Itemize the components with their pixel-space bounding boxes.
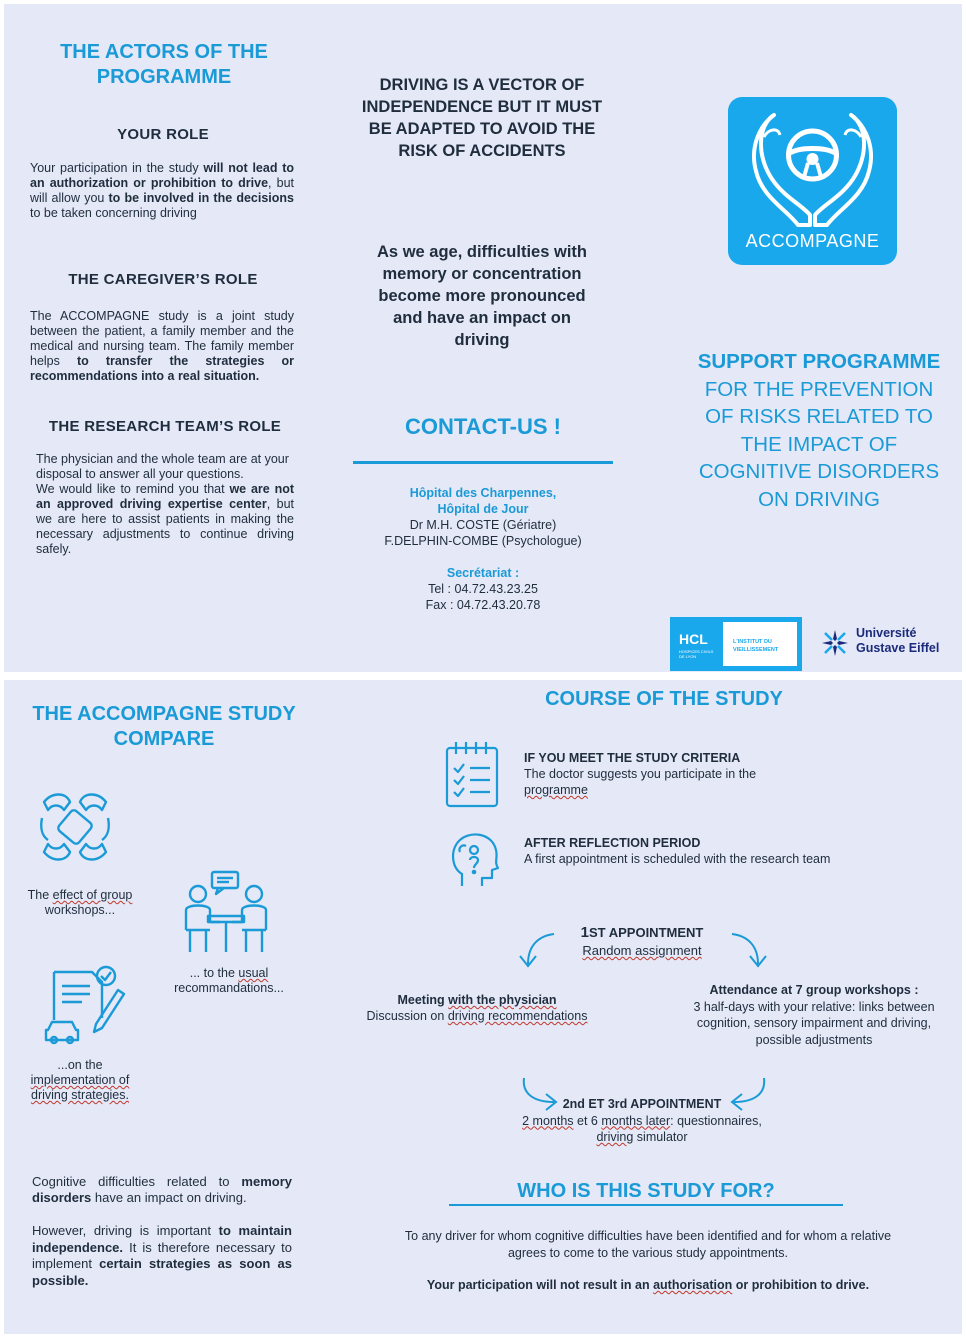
meet-text-pre: Discussion on [366, 1009, 448, 1023]
contact-block [352, 485, 614, 613]
thinking-head-icon [446, 830, 502, 888]
caregiver-b1: to transfer the strategies or recommendations into a real situation. [30, 354, 295, 383]
your-role-text [30, 161, 294, 221]
how-b1: to maintain independence. [32, 1223, 292, 1255]
how-b2: certain strategies as soon as possible. [32, 1256, 292, 1288]
hospital-line1: Hôpital des Charpennes, [409, 486, 557, 500]
step1-title: IF YOU MEET THE STUDY CRITERIA [524, 751, 741, 765]
meet-pre: Meeting [397, 993, 449, 1007]
your-role-title: YOUR ROLE [117, 126, 209, 143]
contact-divider [353, 461, 613, 464]
cog-t2: have an impact on driving. [91, 1190, 247, 1205]
step2-text: A first appointment is scheduled with the research team [524, 852, 831, 866]
impl-ul2: driving strategies. [31, 1088, 129, 1102]
support-programme-block [680, 348, 958, 513]
doctor-line1: Dr M.H. COSTE (Gériatre) [409, 518, 557, 532]
meeting-people-icon [184, 870, 268, 954]
headline: DRIVING IS A VECTOR OF INDEPENDENCE BUT IT MUST BE ADAPTED TO AVOID THE RISK OF ACCIDENTS [361, 76, 603, 160]
step2-block [524, 835, 864, 867]
compare-title [24, 702, 304, 752]
who-bold-text [380, 1278, 916, 1292]
meet-text-ul: driving recommendations [447, 1009, 588, 1023]
arrow-down-right-icon [726, 930, 772, 970]
who-divider [449, 1204, 843, 1206]
appt23-title: 2nd ET 3rd APPOINTMENT [562, 1097, 722, 1111]
course-title: COURSE OF THE STUDY [545, 688, 783, 710]
research-role-text [36, 452, 294, 557]
arrow-down-left-icon [514, 930, 560, 970]
who-title: WHO IS THIS STUDY FOR? [517, 1180, 775, 1202]
research-t3: , but we are here to assist patients in making the necessary adjustments to continue driving safely. [36, 497, 294, 556]
impl-ul: implementation of [30, 1073, 130, 1087]
accompagne-logo [728, 97, 897, 265]
checklist-icon [444, 740, 500, 808]
your-role-t3: to be taken concerning driving [30, 206, 197, 220]
actors-title: THE ACTORS OF THE PROGRAMME [60, 41, 268, 88]
univ-line1: Université [856, 626, 917, 640]
appt23-ul3: driving [596, 1130, 634, 1144]
caregiver-role-title: THE CAREGIVER’S ROLE [68, 271, 258, 288]
step1-ul: programme [524, 783, 588, 797]
support-title: SUPPORT PROGRAMME [697, 350, 941, 373]
institut-line2: VIEILLISSEMENT [733, 647, 779, 653]
hands-wheel-icon [728, 97, 897, 227]
attend-text: 3 half-days with your relative: links between cognition, sensory impairment and driving, possible adjustments [693, 999, 935, 1047]
hcl-text: HCL [679, 631, 708, 647]
effect-ul: effect of group [52, 888, 133, 902]
tel-number: Tel : 04.72.43.23.25 [428, 582, 538, 596]
step2-title: AFTER REFLECTION PERIOD [524, 836, 701, 850]
meeting-block [334, 992, 620, 1024]
appt23-ul1: 2 months [522, 1113, 574, 1128]
attendance-block [684, 982, 944, 1048]
hcl-subtext: HOSPICES CIVILS DE LYON [679, 649, 714, 659]
secretariat-label: Secrétariat : [446, 566, 520, 580]
univ-eiffel-logo [818, 624, 958, 660]
appt23-post2: simulator [633, 1130, 688, 1144]
your-role-b1: will not lead to an authorization or prohibition to drive [30, 161, 294, 190]
appt23-post: : questionnaires, [670, 1113, 762, 1128]
who-bold-ul: authorisation [653, 1278, 733, 1292]
appt23-mid: et 6 [573, 1113, 602, 1128]
hospital-line2: Hôpital de Jour [437, 502, 529, 516]
step1-text: The doctor suggests you participate in the [524, 767, 757, 781]
contact-title: CONTACT-US ! [404, 414, 562, 439]
brochure-inside-panel [4, 680, 962, 1334]
appt1-num: 1 [580, 924, 589, 941]
who-text: To any driver for whom cognitive difficulties have been identified and for whom a relative agrees to come to the various study appointments. [404, 1229, 892, 1260]
appt1-title: ST APPOINTMENT [588, 925, 704, 940]
research-t1: The physician and the whole team are at your disposal to answer all your questions. [36, 452, 289, 481]
cognitive-text [32, 1174, 292, 1206]
implementation-caption [20, 1058, 140, 1103]
impl-line1: ...on the [57, 1058, 103, 1072]
univ-line2: Gustave Eiffel [856, 641, 940, 655]
brochure-outside-panel [4, 4, 962, 672]
attend-title: Attendance at 7 group workshops : [709, 983, 919, 997]
compare-title-line1: THE ACCOMPAGNE STUDY [32, 703, 296, 725]
who-bold-pre: Your participation will not result in an [426, 1278, 654, 1292]
age-text: As we age, difficulties with memory or concentration become more pronounced and have an impact on driving [377, 243, 587, 349]
caregiver-t1: The ACCOMPAGNE study is a joint study between the patient, a family member and the medical and nursing team. The family member helps [30, 309, 294, 368]
usual-pre: ... to the [189, 966, 239, 980]
appt1-block [544, 924, 740, 960]
effect-pre: The [27, 888, 53, 902]
research-t2: We would like to remind you that [36, 482, 230, 496]
appt1-text: Random assignment [582, 943, 702, 958]
hcl-logo [670, 617, 802, 671]
how-t1: However, driving is important [32, 1223, 219, 1238]
research-role-title: THE RESEARCH TEAM’S ROLE [48, 418, 282, 435]
who-bold-post: or prohibition to drive. [732, 1278, 870, 1292]
doctor-line2: F.DELPHIN-COMBE (Psychologue) [384, 534, 582, 548]
appt23-ul2: months later [601, 1113, 671, 1128]
meet-ul: with the physician [448, 993, 557, 1007]
research-b1: we are not an approved driving expertise center [36, 482, 295, 511]
how-t2: It is therefore necessary to implement [32, 1239, 292, 1271]
cog-b1: memory disorders [32, 1174, 292, 1205]
group-hands-icon [38, 788, 112, 868]
eiffel-star-icon [820, 628, 850, 658]
appt23-block [494, 1096, 790, 1146]
support-subtitle: FOR THE PREVENTION OF RISKS RELATED TO THE IMPACT OF COGNITIVE DISORDERS ON DRIVING [698, 377, 940, 511]
effect-caption [20, 888, 140, 918]
effect-post: workshops... [44, 903, 116, 917]
logo-text: ACCOMPAGNE [745, 231, 880, 251]
caregiver-role-text [30, 309, 294, 384]
usual-ul: usual [238, 966, 269, 980]
document-car-icon [44, 964, 128, 1048]
your-role-t2: , but will allow you [30, 176, 294, 205]
institut-line1: L'INSTITUT DU [733, 639, 772, 645]
cog-t1: Cognitive difficulties related to [32, 1174, 242, 1189]
usual-post: recommandations... [174, 981, 284, 995]
fax-number: Fax : 04.72.43.20.78 [425, 598, 541, 612]
your-role-b2: to be involved in the decisions [108, 191, 294, 205]
usual-caption [164, 966, 294, 996]
compare-title-line2: COMPARE [113, 728, 215, 750]
however-text [32, 1223, 292, 1289]
step1-block [524, 750, 844, 798]
your-role-t1: Your participation in the study [30, 161, 204, 175]
